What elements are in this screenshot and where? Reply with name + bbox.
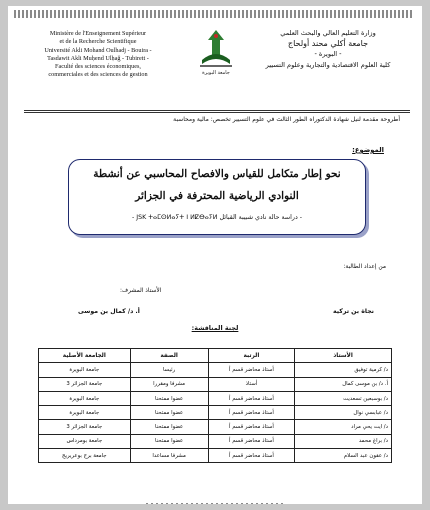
supervisor-label: الأستاذ المشرف: [120,288,162,294]
cell-rank: أستاذ محاضر قسم أ [208,363,295,377]
cell-university: جامعة البويرة [39,391,131,405]
thesis-title-line-1: نحو إطار متكامل للقياس والافصاح المحاسبي عن أنشطة [93,168,341,180]
bottom-border-pattern [146,503,286,504]
jury-label: لجنة المناقشة: [191,324,239,332]
header-french [20,30,176,80]
cell-role: عضوا ممتحنا [130,434,208,448]
cell-university: جامعة البويرة [39,406,131,420]
cell-role: مشرفا ومقررا [130,377,208,391]
cell-rank: أستاذ محاضر قسم أ [208,420,295,434]
header-university: الجامعة الأصلية [39,349,131,363]
thesis-title-box [68,159,366,235]
table-row [39,363,392,377]
cell-rank: أستاذ محاضر قسم أ [208,434,295,448]
student-label: من إعداد الطالبة: [343,264,386,270]
cell-professor: د/ بوسبعين تسعديت [295,391,392,405]
student-name: نجاة بن تركية [332,308,374,315]
cell-role: عضوا ممتحنا [130,406,208,420]
table-row [39,420,392,434]
ministry-line-1: Ministère de l'Enseignement Supérieur [49,30,147,37]
cell-rank: أستاذ محاضر قسم أ [208,406,295,420]
cell-university: جامعة بومرداس [39,434,131,448]
cell-rank: أستاذ محاضر قسم أ [208,449,295,463]
supervisor-name: أ. د/ كمال بن موسى [78,308,140,315]
faculty-ar: كلية العلوم الاقتصادية والتجارية وعلوم التسيير [265,60,391,69]
university-line-fr: Université Akli Mohand Oulhadj - Bouira - [44,46,152,54]
table-row [39,377,392,391]
cell-role: مشرفا مساعدا [130,449,208,463]
ministry-line-2: et de la Recherche Scientifique [59,38,137,46]
cell-professor: د/ كرمية توفيق [295,363,392,377]
table-row [39,449,392,463]
faculty-line-1: Faculté des sciences économiques, [55,63,141,71]
cell-professor: د/ عبابسي نوال [295,406,392,420]
cell-professor: د/ ايت يحي مراد [295,420,392,434]
jury-header-row [39,349,392,363]
university-logo-icon [194,26,238,76]
city-ar: - البويرة - [314,50,342,58]
cell-role: رئيسا [130,363,208,377]
cell-professor: د/ عقون عبد السلام [295,449,392,463]
logo-caption: جامعة البويرة [202,70,230,76]
cell-university: جامعة الجزائر 3 [39,377,131,391]
cell-university: جامعة البويرة [39,363,131,377]
table-row [39,406,392,420]
cell-rank: أستاذ محاضر قسم أ [208,391,295,405]
cell-role: عضوا ممتحنا [130,420,208,434]
header-professor: الأستاذ [295,349,392,363]
cell-role: عضوا ممتحنا [130,391,208,405]
thesis-case-study: - دراسة حالة نادي شبيبة القبائل JSK ⵜⴰⵎⵙⵍⴰⵢⵜ ⵏ ⵍⵇⴱⴰⵢⵍ - [131,214,303,221]
header-rank: الرتبة [208,349,295,363]
header-arabic [248,28,408,70]
cell-university: جامعة برج بوعريريج [39,449,131,463]
university-ar: جامعة أكلي محند أولحاج [287,38,369,48]
thesis-title-line-2: النوادي الرياضية المحترفة في الجزائر [135,190,299,202]
topic-label: الموضوع: [352,146,384,154]
cell-university: جامعة الجزائر 3 [39,420,131,434]
cell-professor: أ. د/ بن موسى كمال [295,377,392,391]
top-border-pattern [14,10,414,18]
ministry-ar: وزارة التعليم العالي والبحث العلمي [280,29,376,37]
header-role: الصفة [130,349,208,363]
faculty-line-2: commerciales et des sciences de gestion [48,71,148,79]
header-divider-1 [24,110,410,111]
cell-rank: أستاذ [208,377,295,391]
header-divider-2 [24,112,410,113]
table-row [39,391,392,405]
table-row [39,434,392,448]
jury-table [38,348,392,463]
cell-professor: د/ براغ محمد [295,434,392,448]
thesis-subtitle: أطروحة مقدمة لنيل شهادة الدكتوراه الطور الثالث في علوم التسيير تخصص: مالية ومحاسبة [173,116,400,123]
document-page [8,6,422,504]
university-line-kab: Tasdawit Akli Muḥend Ulḥaǧ - Tubirett - [47,54,149,62]
